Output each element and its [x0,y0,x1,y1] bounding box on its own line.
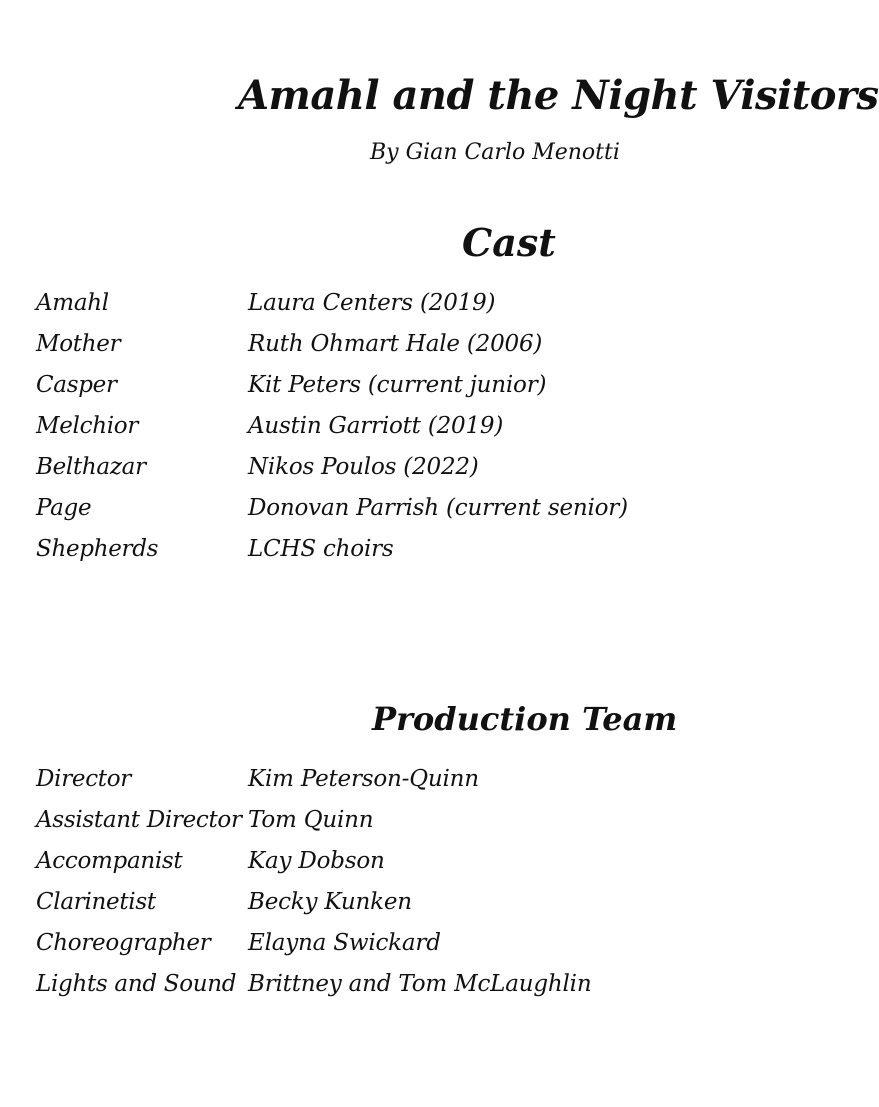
production-row [36,881,756,922]
cast-row [36,487,756,528]
cast-member-name: Kit Peters (current junior) [248,371,547,398]
cast-role: Casper [36,371,117,398]
production-member-name: Kim Peterson-Quinn [248,765,479,792]
cast-role: Shepherds [36,535,159,562]
production-member-name: Tom Quinn [248,806,374,833]
cast-row [36,528,756,569]
production-row [36,922,756,963]
production-row [36,799,756,840]
cast-role: Amahl [36,289,109,316]
cast-role: Belthazar [36,453,146,480]
cast-row [36,323,756,364]
production-role: Assistant Director [36,806,242,833]
cast-heading: Cast [462,220,556,265]
cast-role: Page [36,494,92,521]
cast-member-name: Ruth Ohmart Hale (2006) [248,330,543,357]
production-row [36,758,756,799]
production-member-name: Brittney and Tom McLaughlin [248,970,592,997]
cast-member-name: Laura Centers (2019) [248,289,496,316]
cast-member-name: Austin Garriott (2019) [248,412,504,439]
cast-role: Mother [36,330,121,357]
production-member-name: Kay Dobson [248,847,385,874]
production-member-name: Elayna Swickard [248,929,441,956]
cast-row [36,446,756,487]
production-row [36,963,756,1004]
cast-row [36,405,756,446]
production-role: Clarinetist [36,888,156,915]
production-team-heading: Production Team [372,700,678,738]
production-role: Accompanist [36,847,183,874]
production-role: Choreographer [36,929,211,956]
cast-list [36,282,756,569]
production-member-name: Becky Kunken [248,888,412,915]
production-role: Lights and Sound [36,970,237,997]
cast-role: Melchior [36,412,139,439]
production-role: Director [36,765,131,792]
program-title: Amahl and the Night Visitors [238,72,879,119]
program-subtitle: By Gian Carlo Menotti [370,140,620,165]
cast-member-name: Donovan Parrish (current senior) [248,494,628,521]
production-row [36,840,756,881]
production-team-list [36,758,756,1004]
cast-row [36,282,756,323]
cast-row [36,364,756,405]
cast-member-name: Nikos Poulos (2022) [248,453,479,480]
cast-member-name: LCHS choirs [248,535,394,562]
